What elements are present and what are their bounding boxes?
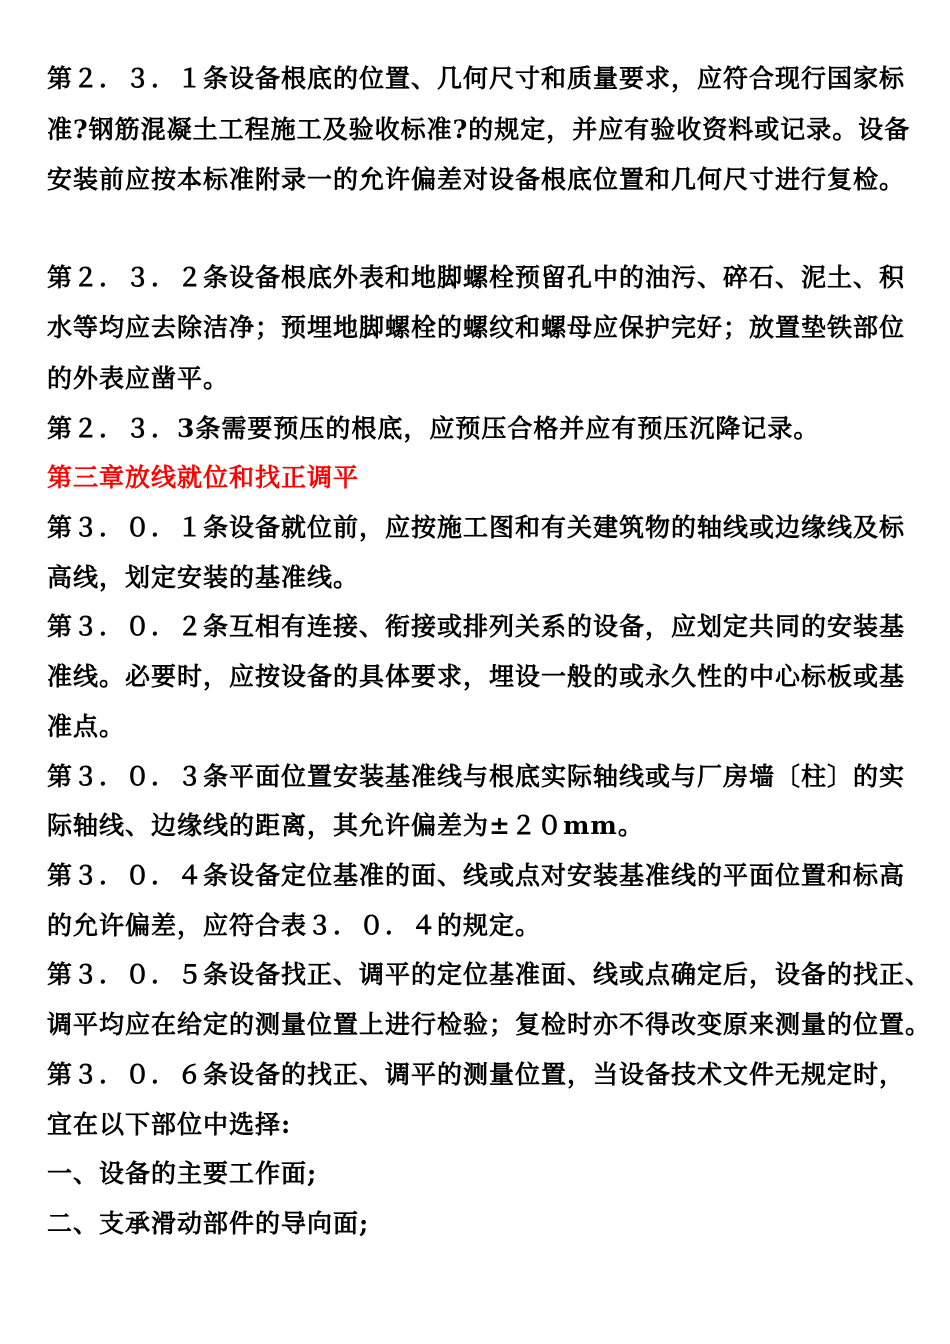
- chapter-3-heading: 第三章放线就位和找正调平: [47, 463, 360, 492]
- clause-2-3-1-line-1: 第２．３．１条设备根底的位置、几何尺寸和质量要求，应符合现行国家标: [47, 64, 906, 93]
- clause-3-0-6-line-1: 第３．０．６条设备的找正、调平的测量位置，当设备技术文件无规定时，: [47, 1060, 906, 1089]
- clause-2-3-2-line-2: 水等均应去除洁净；预埋地脚螺栓的螺纹和螺母应保护完好；放置垫铁部位: [47, 313, 906, 342]
- clause-3-0-2-line-1: 第３．０．２条互相有连接、衔接或排列关系的设备，应划定共同的安装基: [47, 612, 906, 641]
- list-item-1: 一、设备的主要工作面;: [47, 1159, 318, 1188]
- clause-3-0-2-line-2: 准线。必要时，应按设备的具体要求，埋设一般的或永久性的中心标板或基: [47, 662, 906, 691]
- clause-3-0-5-line-2: 调平均应在给定的测量位置上进行检验；复检时亦不得改变原来测量的位置。: [47, 1010, 932, 1039]
- clause-2-3-2-line-1: 第２．３．２条设备根底外表和地脚螺栓预留孔中的油污、碎石、泥土、积: [47, 263, 906, 292]
- clause-3-0-6-line-2: 宜在以下部位中选择:: [47, 1110, 292, 1139]
- list-item-2: 二、支承滑动部件的导向面;: [47, 1209, 370, 1238]
- clause-3-0-2-line-3: 准点。: [47, 712, 126, 741]
- clause-2-3-1-line-3: 安装前应按本标准附录一的允许偏差对设备根底位置和几何尺寸进行复检。: [47, 165, 906, 194]
- clause-3-0-4-line-2: 的允许偏差，应符合表３．０．４的规定。: [47, 911, 542, 940]
- clause-3-0-3-line-2: 际轴线、边缘线的距离，其允许偏差为±２０mm。: [47, 811, 644, 840]
- clause-3-0-1-line-2: 高线，划定安装的基准线。: [47, 563, 360, 592]
- clause-2-3-3: 第２．３．3条需要预压的根底，应预压合格并应有预压沉降记录。: [47, 414, 820, 443]
- clause-3-0-4-line-1: 第３．０．４条设备定位基准的面、线或点对安装基准线的平面位置和标高: [47, 861, 906, 890]
- clause-2-3-1-line-2: 准?钢筋混凝土工程施工及验收标准?的规定，并应有验收资料或记录。设备: [47, 115, 911, 144]
- clause-3-0-3-line-1: 第３．０．３条平面位置安装基准线与根底实际轴线或与厂房墙〔柱〕的实: [47, 762, 906, 791]
- clause-2-3-2-line-3: 的外表应凿平。: [47, 364, 230, 393]
- clause-3-0-1-line-1: 第３．０．１条设备就位前，应按施工图和有关建筑物的轴线或边缘线及标: [47, 513, 906, 542]
- clause-3-0-5-line-1: 第３．０．５条设备找正、调平的定位基准面、线或点确定后，设备的找正、: [47, 960, 932, 989]
